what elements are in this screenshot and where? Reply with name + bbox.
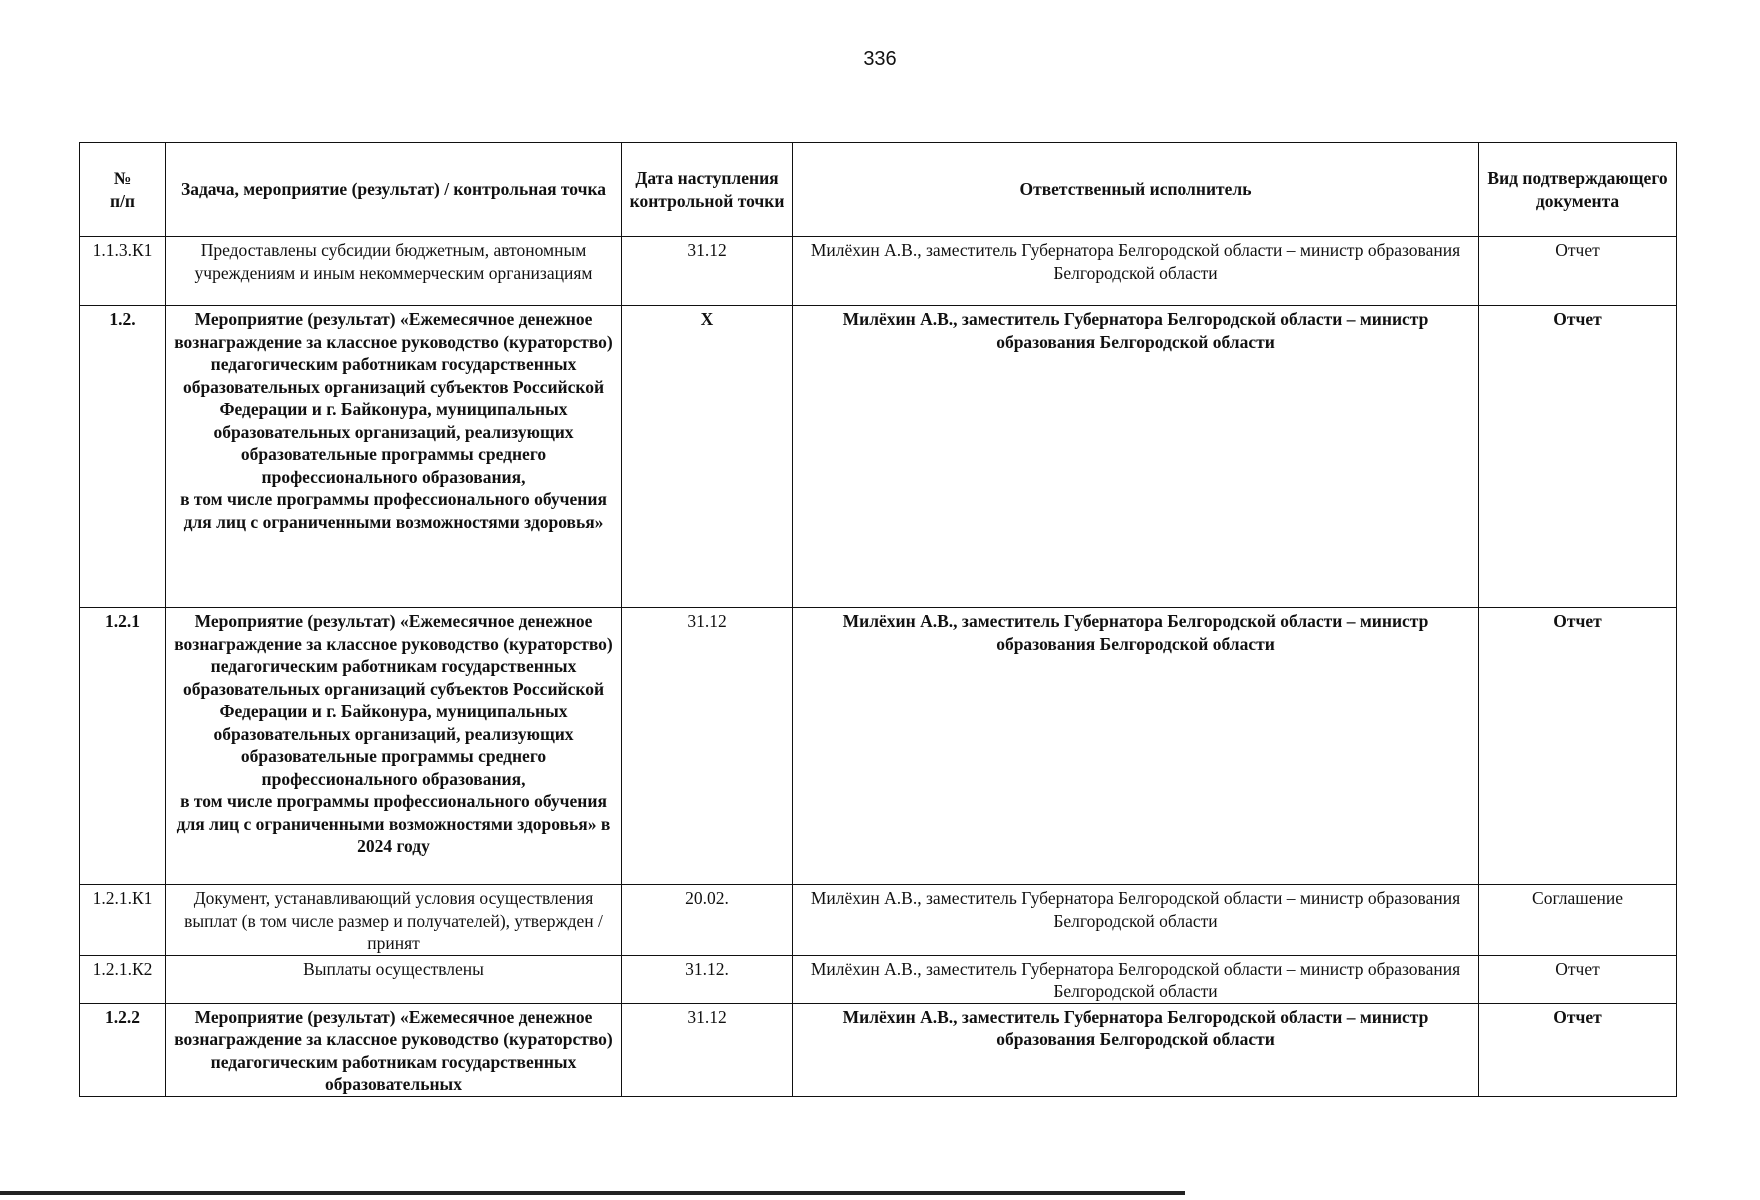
header-number: № п/п (80, 143, 166, 237)
header-date: Дата наступления контрольной точки (622, 143, 793, 237)
row-document-type: Отчет (1479, 237, 1677, 306)
table-row (80, 237, 1677, 306)
row-date: Х (622, 306, 793, 608)
row-task: Выплаты осуществлены (166, 955, 622, 1003)
row-responsible: Милёхин А.В., заместитель Губернатора Белгородской области – министр образования Белгородской области (793, 608, 1479, 885)
row-number: 1.2.1.К2 (80, 955, 166, 1003)
bottom-scan-edge-divider (0, 1191, 1185, 1195)
table-row (80, 608, 1677, 885)
row-date: 20.02. (622, 885, 793, 956)
row-document-type: Отчет (1479, 306, 1677, 608)
row-task: Мероприятие (результат) «Ежемесячное денежное вознаграждение за классное руководство (кураторство) педагогическим работникам государственных образовательных организаций субъектов Российской Федерации и г. Байконура, муниципальных образовательных организаций, реализующих образовательные программы среднего профессионального образования, в том числе программы профессионального обучения для лиц с ограниченными возможностями здоровья» (166, 306, 622, 608)
row-date: 31.12 (622, 237, 793, 306)
row-responsible: Милёхин А.В., заместитель Губернатора Белгородской области – министр образования Белгородской области (793, 1003, 1479, 1096)
row-document-type: Отчет (1479, 608, 1677, 885)
table-row (80, 885, 1677, 956)
row-document-type: Отчет (1479, 955, 1677, 1003)
table-row (80, 1003, 1677, 1096)
row-responsible: Милёхин А.В., заместитель Губернатора Белгородской области – министр образования Белгородской области (793, 885, 1479, 956)
plan-table (79, 142, 1677, 1097)
header-task: Задача, мероприятие (результат) / контрольная точка (166, 143, 622, 237)
header-document-type: Вид подтверждающего документа (1479, 143, 1677, 237)
row-responsible: Милёхин А.В., заместитель Губернатора Белгородской области – министр образования Белгородской области (793, 306, 1479, 608)
row-task: Мероприятие (результат) «Ежемесячное денежное вознаграждение за классное руководство (кураторство) педагогическим работникам государственных образовательных организаций субъектов Российской Федерации и г. Байконура, муниципальных образовательных организаций, реализующих образовательные программы среднего профессионального образования, в том числе программы профессионального обучения для лиц с ограниченными возможностями здоровья» в 2024 году (166, 608, 622, 885)
row-task: Мероприятие (результат) «Ежемесячное денежное вознаграждение за классное руководство (кураторство) педагогическим работникам государственных образовательных (166, 1003, 622, 1096)
row-responsible: Милёхин А.В., заместитель Губернатора Белгородской области – министр образования Белгородской области (793, 955, 1479, 1003)
row-task: Предоставлены субсидии бюджетным, автономным учреждениям и иным некоммерческим организациям (166, 237, 622, 306)
row-number: 1.2.1 (80, 608, 166, 885)
table-row (80, 955, 1677, 1003)
header-responsible: Ответственный исполнитель (793, 143, 1479, 237)
row-responsible: Милёхин А.В., заместитель Губернатора Белгородской области – министр образования Белгородской области (793, 237, 1479, 306)
row-number: 1.1.3.К1 (80, 237, 166, 306)
table-row (80, 306, 1677, 608)
plan-table-container (79, 142, 1676, 1097)
row-number: 1.2. (80, 306, 166, 608)
table-header-row (80, 143, 1677, 237)
row-number: 1.2.2 (80, 1003, 166, 1096)
row-date: 31.12 (622, 608, 793, 885)
row-date: 31.12. (622, 955, 793, 1003)
row-document-type: Соглашение (1479, 885, 1677, 956)
row-number: 1.2.1.К1 (80, 885, 166, 956)
row-document-type: Отчет (1479, 1003, 1677, 1096)
page-number: 336 (863, 48, 897, 70)
row-date: 31.12 (622, 1003, 793, 1096)
row-task: Документ, устанавливающий условия осуществления выплат (в том числе размер и получателей), утвержден / принят (166, 885, 622, 956)
